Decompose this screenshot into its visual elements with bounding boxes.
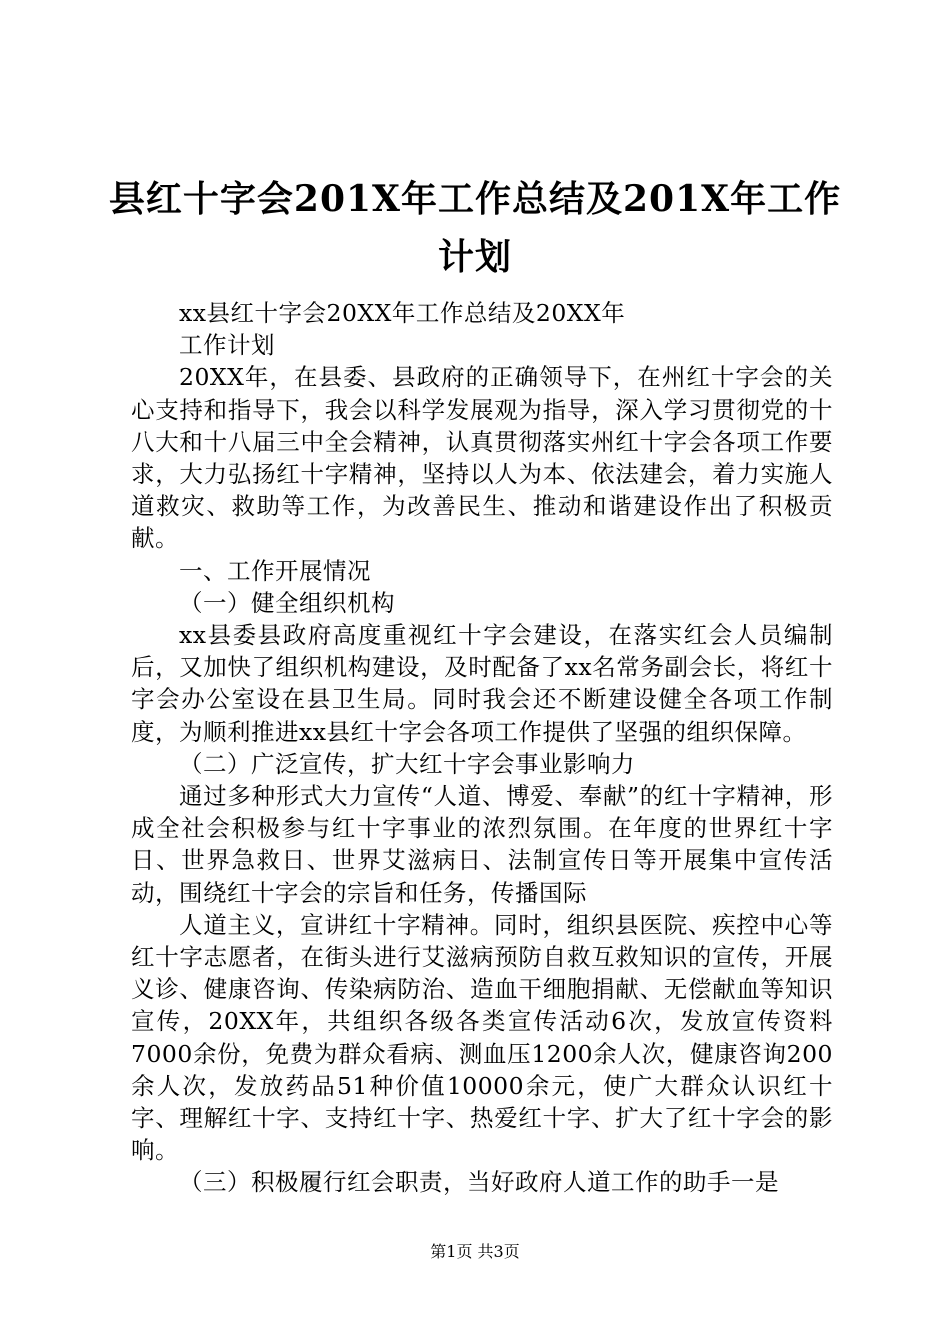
- subsection-heading: （二）广泛宣传，扩大红十字会事业影响力: [179, 749, 635, 778]
- paragraph: xx县委县政府高度重视红十字会建设，在落实红会人员编制后，又加快了组织机构建设，及时配备了xx名常务副会长，将红十字会办公室设在县卫生局。同时我会还不断建设健全各项工作制度，为顺利推进xx县红十字会各项工作提供了坚强的组织保障。: [131, 621, 833, 746]
- paragraph: 20XX年，在县委、县政府的正确领导下，在州红十字会的关心支持和指导下，我会以科学发展观为指导，深入学习贯彻党的十八大和十八届三中全会精神，认真贯彻落实州红十字会各项工作要求，大力弘扬红十字精神，坚持以人为本、依法建会，着力实施人道救灾、救助等工作，为改善民生、推动和谐建设作出了积极贡献。: [131, 363, 833, 553]
- subsection-heading: （三）积极履行红会职责，当好政府人道工作的助手一是: [179, 1168, 779, 1197]
- subsection-heading: （一）健全组织机构: [179, 588, 395, 617]
- paragraph: 工作计划: [179, 331, 275, 360]
- document-body: [131, 297, 833, 1199]
- paragraph: xx县红十字会20XX年工作总结及20XX年: [179, 299, 626, 327]
- page-footer: 第1页 共3页: [430, 1242, 520, 1261]
- section-heading: 一、工作开展情况: [179, 556, 371, 585]
- document-title: 县红十字会201X年工作总结及201X年工作计划: [108, 178, 842, 278]
- paragraph: 通过多种形式大力宣传“人道、博爱、奉献”的红十字精神，形成全社会积极参与红十字事业的浓烈氛围。在年度的世界红十字日、世界急救日、世界艾滋病日、法制宣传日等开展集中宣传活动，围绕红十字会的宗旨和任务，传播国际: [131, 782, 833, 907]
- paragraph: 人道主义，宣讲红十字精神。同时，组织县医院、疾控中心等红十字志愿者，在街头进行艾滋病预防自救互救知识的宣传，开展义诊、健康咨询、传染病防治、造血干细胞捐献、无偿献血等知识宣传，20XX年，共组织各级各类宣传活动6次，发放宣传资料7000余份，免费为群众看病、测血压1200余人次，健康咨询200余人次，发放药品51种价值10000余元，使广大群众认识红十字、理解红十字、支持红十字、热爱红十字、扩大了红十字会的影响。: [131, 910, 833, 1165]
